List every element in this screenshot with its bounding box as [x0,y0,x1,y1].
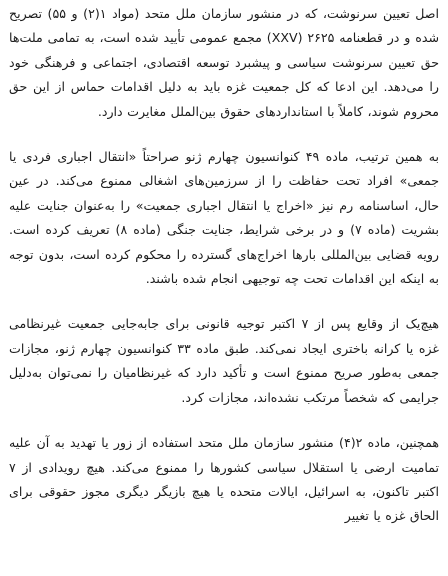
paragraph-collective-punishment: هیچ‌یک از وقایع پس از ۷ اکتبر توجیه قانونی برای جابه‌جایی جمعیت غیرنظامی غزه یا کرانه باختری ایجاد نمی‌کند. طبق ماده ۳۳ کنوانسیون چهارم ژنو، مجازات جمعی به‌طور صریح ممنوع است و تأکید دارد که غیرنظامیان را نمی‌توان به‌دلیل جرایمی که شخصاً مرتکب نشده‌اند، مجازات کرد. [9,316,440,405]
paragraph-forced-transfer: به همین ترتیب، ماده ۴۹ کنوانسیون چهارم ژنو صراحتاً «انتقال اجباری فردی یا جمعی» افراد تحت حفاظت را از سرزمین‌های اشغالی ممنوع می‌کند. در عین حال، اساسنامه رم نیز «اخراج یا انتقال اجباری جمعیت» را به‌عنوان جنایت علیه بشریت (ماده ۷) و در برخی شرایط، جنایت جنگی (ماده ۸) تعریف کرده است. رویه قضایی بین‌المللی بارها اخراج‌های گسترده را محکوم کرده است، بدون توجه به اینکه این اقدامات تحت چه توجیهی انجام شده باشند. [9,149,439,287]
paragraph-self-determination: اصل تعیین سرنوشت، که در منشور سازمان ملل متحد (مواد ۱(۲) و ۵۵) تصریح شده و در قطعنامه ۲۶۲۵ (XXV) مجمع عمومی تأیید شده است، به تمامی ملت‌ها حق تعیین سرنوشت سیاسی و پیشبرد توسعه اقتصادی، اجتماعی و فرهنگی خود را می‌دهد. این ادعا که کل جمعیت غزه باید به دلیل اقدامات حماس از این حق محروم شوند، کاملاً با استانداردهای حقوق بین‌الملل مغایرت دارد. [9,6,440,119]
paragraph-un-charter: همچنین، ماده ۲(۴) منشور سازمان ملل متحد استفاده از زور یا تهدید به آن علیه تمامیت ارضی یا استقلال سیاسی کشورها را ممنوع می‌کند. هیچ رویدادی از ۷ اکتبر تاکنون، به اسرائیل، ایالات متحده یا هیچ بازیگر دیگری مجوز حقوقی برای الحاق غزه یا تغییر [9,435,439,524]
